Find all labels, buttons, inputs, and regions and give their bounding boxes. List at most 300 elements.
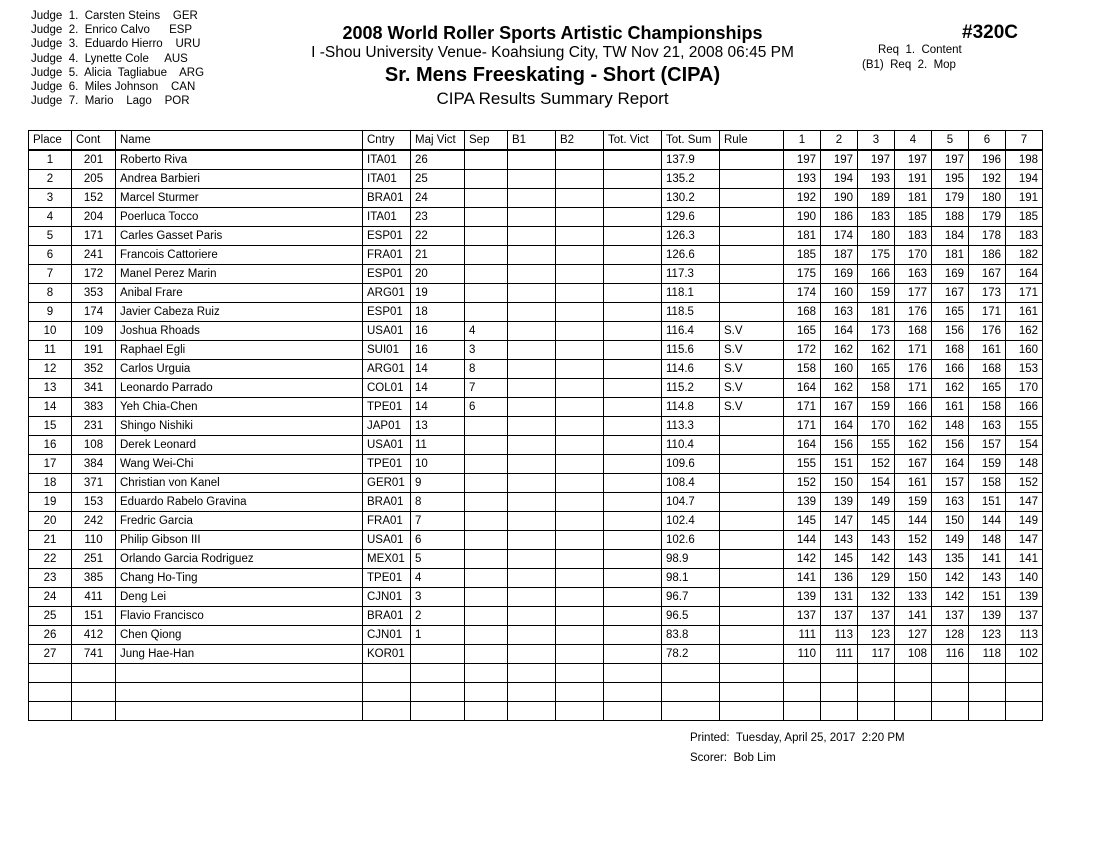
column-header-b2: B2	[556, 131, 604, 151]
cell-country: ESP01	[363, 227, 411, 246]
cell-maj-vict: 5	[411, 550, 465, 569]
cell-sep	[465, 189, 508, 208]
cell-place: 1	[29, 150, 72, 170]
cell-sep	[465, 474, 508, 493]
cell-judge-3: 181	[858, 303, 895, 322]
cell-tot-sum: 96.5	[662, 607, 720, 626]
cell-place: 17	[29, 455, 72, 474]
cell-judge-7: 147	[1006, 493, 1043, 512]
cell-rule	[720, 588, 784, 607]
empty-cell	[720, 683, 784, 702]
cell-rule	[720, 227, 784, 246]
judge-line: Judge 6. Miles Johnson CAN	[31, 81, 196, 94]
empty-cell	[363, 664, 411, 683]
cell-sep	[465, 550, 508, 569]
cell-sep	[465, 265, 508, 284]
cell-place: 14	[29, 398, 72, 417]
cell-tot-sum: 129.6	[662, 208, 720, 227]
table-row	[29, 322, 1043, 341]
cell-judge-6: 118	[969, 645, 1006, 664]
cell-name: Chen Qiong	[116, 626, 363, 645]
cell-name: Orlando Garcia Rodriguez	[116, 550, 363, 569]
cell-judge-4: 159	[895, 493, 932, 512]
cell-country: MEX01	[363, 550, 411, 569]
cell-judge-2: 190	[821, 189, 858, 208]
cell-b2	[556, 398, 604, 417]
cell-tot-sum: 104.7	[662, 493, 720, 512]
cell-judge-4: 143	[895, 550, 932, 569]
cell-judge-5: 142	[932, 569, 969, 588]
cell-maj-vict: 14	[411, 379, 465, 398]
table-row	[29, 417, 1043, 436]
cell-judge-3: 175	[858, 246, 895, 265]
cell-b1	[508, 436, 556, 455]
cell-judge-5: 169	[932, 265, 969, 284]
cell-tot-sum: 96.7	[662, 588, 720, 607]
cell-maj-vict: 20	[411, 265, 465, 284]
cell-judge-6: 171	[969, 303, 1006, 322]
table-row	[29, 474, 1043, 493]
empty-cell	[116, 683, 363, 702]
cell-judge-3: 170	[858, 417, 895, 436]
cell-judge-2: 160	[821, 284, 858, 303]
cell-b1	[508, 626, 556, 645]
empty-cell	[556, 702, 604, 721]
cell-maj-vict: 1	[411, 626, 465, 645]
cell-sep	[465, 493, 508, 512]
cell-sep	[465, 284, 508, 303]
cell-country: BRA01	[363, 493, 411, 512]
cell-b2	[556, 474, 604, 493]
judge-line: Judge 7. Mario Lago POR	[31, 95, 190, 108]
empty-table-row	[29, 702, 1043, 721]
cell-cont: 191	[72, 341, 116, 360]
cell-name: Poerluca Tocco	[116, 208, 363, 227]
empty-cell	[784, 664, 821, 683]
cell-rule: S.V	[720, 379, 784, 398]
cell-judge-1: 139	[784, 493, 821, 512]
cell-judge-5: 164	[932, 455, 969, 474]
cell-b2	[556, 208, 604, 227]
cell-judge-6: 168	[969, 360, 1006, 379]
table-row	[29, 436, 1043, 455]
column-header-place: Place	[29, 131, 72, 151]
cell-name: Carles Gasset Paris	[116, 227, 363, 246]
cell-sep	[465, 645, 508, 664]
cell-judge-3: 155	[858, 436, 895, 455]
cell-maj-vict: 14	[411, 360, 465, 379]
cell-sep	[465, 227, 508, 246]
cell-tot-vict	[604, 569, 662, 588]
cell-judge-5: 142	[932, 588, 969, 607]
judge-line: Judge 5. Alicia Tagliabue ARG	[31, 66, 205, 79]
column-header-judge-7: 7	[1006, 131, 1043, 151]
cell-tot-vict	[604, 284, 662, 303]
cell-b2	[556, 246, 604, 265]
cell-b1	[508, 474, 556, 493]
cell-b2	[556, 189, 604, 208]
cell-judge-1: 145	[784, 512, 821, 531]
cell-place: 20	[29, 512, 72, 531]
cell-judge-2: 145	[821, 550, 858, 569]
cell-tot-sum: 98.1	[662, 569, 720, 588]
venue-line: I -Shou University Venue- Koahsiung City, TW Nov 21, 2008 06:45 PM	[311, 44, 794, 61]
report-header	[280, 22, 825, 110]
cell-name: Javier Cabeza Ruiz	[116, 303, 363, 322]
cell-place: 27	[29, 645, 72, 664]
cell-b2	[556, 417, 604, 436]
cell-b2	[556, 303, 604, 322]
empty-table-row	[29, 664, 1043, 683]
table-row	[29, 189, 1043, 208]
cell-b2	[556, 284, 604, 303]
empty-cell	[116, 702, 363, 721]
cell-b1	[508, 360, 556, 379]
cell-cont: 108	[72, 436, 116, 455]
judge-line: Judge 3. Eduardo Hierro URU	[31, 38, 201, 51]
cell-judge-4: 166	[895, 398, 932, 417]
cell-maj-vict: 26	[411, 150, 465, 170]
cell-b2	[556, 322, 604, 341]
cell-b1	[508, 227, 556, 246]
table-row	[29, 493, 1043, 512]
cell-country: ITA01	[363, 170, 411, 189]
cell-cont: 204	[72, 208, 116, 227]
requirements	[862, 43, 962, 72]
cell-judge-2: 174	[821, 227, 858, 246]
cell-judge-4: 108	[895, 645, 932, 664]
table-row	[29, 227, 1043, 246]
cell-b1	[508, 379, 556, 398]
cell-judge-3: 132	[858, 588, 895, 607]
cell-tot-vict	[604, 417, 662, 436]
cell-place: 8	[29, 284, 72, 303]
cell-judge-7: 185	[1006, 208, 1043, 227]
empty-cell	[821, 664, 858, 683]
cell-judge-2: 136	[821, 569, 858, 588]
cell-tot-vict	[604, 493, 662, 512]
cell-judge-4: 163	[895, 265, 932, 284]
cell-name: Philip Gibson III	[116, 531, 363, 550]
cell-cont: 353	[72, 284, 116, 303]
cell-tot-sum: 114.8	[662, 398, 720, 417]
judge-line: Judge 4. Lynette Cole AUS	[31, 52, 188, 65]
cell-b1	[508, 284, 556, 303]
cell-judge-6: 139	[969, 607, 1006, 626]
cell-sep	[465, 303, 508, 322]
empty-cell	[29, 683, 72, 702]
cell-b1	[508, 588, 556, 607]
cell-country: ARG01	[363, 284, 411, 303]
cell-b1	[508, 246, 556, 265]
cell-sep	[465, 512, 508, 531]
table-row	[29, 626, 1043, 645]
cell-judge-3: 183	[858, 208, 895, 227]
cell-sep	[465, 170, 508, 189]
table-row	[29, 265, 1043, 284]
table-row	[29, 398, 1043, 417]
cell-country: CJN01	[363, 626, 411, 645]
cell-judge-5: 188	[932, 208, 969, 227]
cell-place: 3	[29, 189, 72, 208]
cell-tot-sum: 115.2	[662, 379, 720, 398]
cell-sep	[465, 607, 508, 626]
cell-judge-2: 139	[821, 493, 858, 512]
empty-cell	[895, 664, 932, 683]
cell-judge-5: 179	[932, 189, 969, 208]
cell-tot-vict	[604, 626, 662, 645]
empty-cell	[508, 702, 556, 721]
requirement-line: (B1) Req 2. Mop	[862, 58, 956, 71]
cell-judge-3: 162	[858, 341, 895, 360]
cell-tot-sum: 118.5	[662, 303, 720, 322]
empty-cell	[363, 702, 411, 721]
cell-judge-4: 176	[895, 303, 932, 322]
cell-judge-7: 154	[1006, 436, 1043, 455]
cell-rule	[720, 474, 784, 493]
empty-cell	[895, 683, 932, 702]
empty-cell	[720, 664, 784, 683]
cell-judge-6: 178	[969, 227, 1006, 246]
cell-cont: 153	[72, 493, 116, 512]
cell-judge-5: 128	[932, 626, 969, 645]
empty-cell	[604, 664, 662, 683]
scorer: Scorer: Bob Lim	[690, 752, 776, 764]
cell-maj-vict: 13	[411, 417, 465, 436]
cell-b2	[556, 265, 604, 284]
cell-place: 7	[29, 265, 72, 284]
cell-maj-vict: 9	[411, 474, 465, 493]
cell-cont: 172	[72, 265, 116, 284]
empty-cell	[895, 702, 932, 721]
cell-tot-vict	[604, 645, 662, 664]
cell-tot-vict	[604, 588, 662, 607]
cell-judge-6: 173	[969, 284, 1006, 303]
cell-cont: 412	[72, 626, 116, 645]
cell-sep: 4	[465, 322, 508, 341]
cell-judge-7: 153	[1006, 360, 1043, 379]
requirement-line: Req 1. Content	[862, 44, 962, 56]
cell-sep	[465, 436, 508, 455]
empty-cell	[858, 683, 895, 702]
cell-judge-1: 174	[784, 284, 821, 303]
cell-b1	[508, 150, 556, 170]
cell-judge-7: 152	[1006, 474, 1043, 493]
cell-judge-5: 163	[932, 493, 969, 512]
cell-maj-vict: 22	[411, 227, 465, 246]
column-header-judge-2: 2	[821, 131, 858, 151]
cell-judge-5: 148	[932, 417, 969, 436]
cell-judge-2: 156	[821, 436, 858, 455]
cell-b1	[508, 398, 556, 417]
cell-b2	[556, 170, 604, 189]
cell-judge-1: 165	[784, 322, 821, 341]
cell-b1	[508, 322, 556, 341]
printed-date: Printed: Tuesday, April 25, 2017 2:20 PM	[690, 732, 905, 744]
cell-judge-2: 162	[821, 379, 858, 398]
cell-rule	[720, 436, 784, 455]
cell-tot-vict	[604, 512, 662, 531]
cell-tot-vict	[604, 303, 662, 322]
cell-judge-4: 161	[895, 474, 932, 493]
cell-judge-4: 197	[895, 150, 932, 170]
empty-cell	[784, 702, 821, 721]
cell-maj-vict: 23	[411, 208, 465, 227]
cell-judge-3: 166	[858, 265, 895, 284]
cell-maj-vict: 4	[411, 569, 465, 588]
empty-cell	[72, 702, 116, 721]
cell-judge-1: 181	[784, 227, 821, 246]
table-row	[29, 550, 1043, 569]
cell-judge-5: 135	[932, 550, 969, 569]
cell-sep: 8	[465, 360, 508, 379]
cell-country: TPE01	[363, 455, 411, 474]
cell-rule	[720, 626, 784, 645]
cell-name: Christian von Kanel	[116, 474, 363, 493]
cell-name: Derek Leonard	[116, 436, 363, 455]
judge-line: Judge 1. Carsten Steins GER	[31, 10, 198, 22]
cell-judge-6: 167	[969, 265, 1006, 284]
table-row	[29, 512, 1043, 531]
table-row	[29, 607, 1043, 626]
cell-place: 22	[29, 550, 72, 569]
cell-judge-3: 145	[858, 512, 895, 531]
cell-cont: 384	[72, 455, 116, 474]
cell-place: 13	[29, 379, 72, 398]
cell-b1	[508, 303, 556, 322]
cell-judge-2: 113	[821, 626, 858, 645]
cell-rule	[720, 493, 784, 512]
column-header-tot-vict: Tot. Vict	[604, 131, 662, 151]
cell-sep: 6	[465, 398, 508, 417]
cell-place: 6	[29, 246, 72, 265]
cell-place: 25	[29, 607, 72, 626]
cell-tot-vict	[604, 550, 662, 569]
cell-tot-sum: 137.9	[662, 150, 720, 170]
cell-name: Raphael Egli	[116, 341, 363, 360]
cell-maj-vict: 16	[411, 322, 465, 341]
cell-rule: S.V	[720, 322, 784, 341]
cell-b1	[508, 550, 556, 569]
table-row	[29, 588, 1043, 607]
cell-judge-4: 176	[895, 360, 932, 379]
cell-judge-6: 144	[969, 512, 1006, 531]
cell-judge-7: 162	[1006, 322, 1043, 341]
column-header-cont: Cont	[72, 131, 116, 151]
empty-cell	[1006, 664, 1043, 683]
cell-tot-sum: 118.1	[662, 284, 720, 303]
table-row	[29, 341, 1043, 360]
cell-country: TPE01	[363, 569, 411, 588]
cell-rule	[720, 303, 784, 322]
cell-judge-6: 159	[969, 455, 1006, 474]
cell-rule	[720, 246, 784, 265]
cell-judge-5: 156	[932, 436, 969, 455]
cell-b2	[556, 607, 604, 626]
cell-b1	[508, 512, 556, 531]
cell-cont: 242	[72, 512, 116, 531]
cell-maj-vict: 3	[411, 588, 465, 607]
cell-country: USA01	[363, 531, 411, 550]
empty-cell	[29, 702, 72, 721]
championship-title: 2008 World Roller Sports Artistic Championships	[342, 23, 763, 43]
cell-maj-vict: 7	[411, 512, 465, 531]
cell-name: Carlos Urguia	[116, 360, 363, 379]
cell-judge-4: 162	[895, 417, 932, 436]
cell-judge-1: 185	[784, 246, 821, 265]
cell-judge-1: 171	[784, 417, 821, 436]
cell-judge-2: 151	[821, 455, 858, 474]
cell-country: KOR01	[363, 645, 411, 664]
cell-country: TPE01	[363, 398, 411, 417]
cell-judge-1: 175	[784, 265, 821, 284]
cell-tot-sum: 98.9	[662, 550, 720, 569]
cell-judge-4: 168	[895, 322, 932, 341]
empty-cell	[465, 664, 508, 683]
table-row	[29, 303, 1043, 322]
cell-judge-3: 165	[858, 360, 895, 379]
cell-tot-vict	[604, 531, 662, 550]
column-header-judge-4: 4	[895, 131, 932, 151]
cell-country: JAP01	[363, 417, 411, 436]
cell-tot-vict	[604, 150, 662, 170]
cell-sep: 3	[465, 341, 508, 360]
cell-judge-4: 152	[895, 531, 932, 550]
empty-cell	[969, 664, 1006, 683]
empty-cell	[1006, 702, 1043, 721]
cell-judge-2: 131	[821, 588, 858, 607]
table-row	[29, 360, 1043, 379]
cell-place: 5	[29, 227, 72, 246]
cell-judge-3: 180	[858, 227, 895, 246]
cell-tot-vict	[604, 189, 662, 208]
cell-judge-1: 110	[784, 645, 821, 664]
cell-b2	[556, 379, 604, 398]
cell-name: Flavio Francisco	[116, 607, 363, 626]
cell-b2	[556, 550, 604, 569]
cell-place: 16	[29, 436, 72, 455]
empty-cell	[969, 683, 1006, 702]
empty-cell	[556, 664, 604, 683]
cell-judge-4: 181	[895, 189, 932, 208]
cell-maj-vict: 21	[411, 246, 465, 265]
cell-judge-2: 194	[821, 170, 858, 189]
cell-maj-vict: 6	[411, 531, 465, 550]
cell-b2	[556, 227, 604, 246]
cell-judge-6: 180	[969, 189, 1006, 208]
cell-rule	[720, 208, 784, 227]
column-header-country: Cntry	[363, 131, 411, 151]
cell-judge-3: 158	[858, 379, 895, 398]
cell-maj-vict	[411, 645, 465, 664]
cell-judge-6: 151	[969, 493, 1006, 512]
report-footer	[690, 728, 905, 768]
cell-judge-1: 190	[784, 208, 821, 227]
cell-b1	[508, 493, 556, 512]
cell-place: 2	[29, 170, 72, 189]
cell-judge-4: 177	[895, 284, 932, 303]
cell-judge-3: 117	[858, 645, 895, 664]
cell-sep: 7	[465, 379, 508, 398]
cell-cont: 383	[72, 398, 116, 417]
cell-rule: S.V	[720, 360, 784, 379]
empty-cell	[508, 664, 556, 683]
cell-place: 10	[29, 322, 72, 341]
cell-judge-2: 143	[821, 531, 858, 550]
cell-judge-5: 167	[932, 284, 969, 303]
judge-line: Judge 2. Enrico Calvo ESP	[31, 24, 193, 37]
cell-place: 24	[29, 588, 72, 607]
